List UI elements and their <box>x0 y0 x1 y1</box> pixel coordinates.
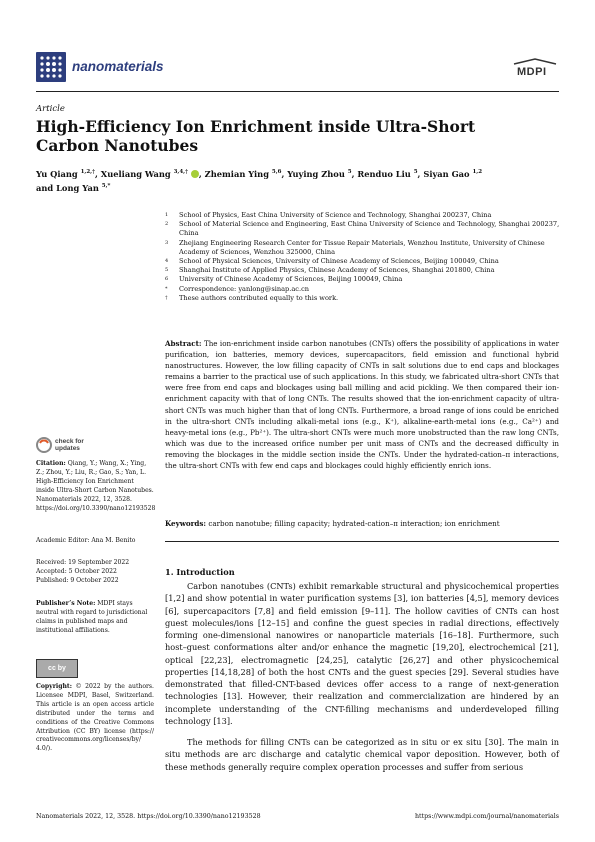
published-date: Published: 9 October 2022 <box>36 577 119 584</box>
affiliation-number: 1 <box>165 212 169 218</box>
academic-editor: Academic Editor: Ana M. Benito <box>36 537 136 544</box>
affiliation-item <box>165 239 565 257</box>
accepted-date: Accepted: 5 October 2022 <box>36 568 117 575</box>
affiliation-item <box>165 275 565 284</box>
page-footer <box>36 813 559 820</box>
affiliation-text: Correspondence: yanlong@sinap.ac.cn <box>179 284 310 293</box>
affiliation-item <box>165 294 565 303</box>
journal-name: nanomaterials <box>72 59 164 74</box>
check-updates-label: check for updates <box>55 438 84 452</box>
copyright-label: Copyright: <box>36 683 72 690</box>
authors-line-2: and Long Yan $^{5,*}$ <box>36 183 111 194</box>
check-updates-icon <box>36 437 52 453</box>
keywords-label: Keywords: <box>165 519 207 528</box>
footer-citation: Nanomaterials 2022, 12, 3528. https://doi.org/10.3390/nano12193528 <box>36 813 261 820</box>
affiliation-text: University of Chinese Academy of Sciences, Beijing 100049, China <box>179 275 403 284</box>
article-title: High-Efficiency Ion Enrichment inside Ultra-Short Carbon Nanotubes <box>36 117 476 155</box>
abstract-label: Abstract: <box>165 339 202 348</box>
keywords <box>165 518 559 529</box>
affiliation-number: 2 <box>165 221 169 228</box>
affiliation-text: These authors contributed equally to this work. <box>179 293 339 302</box>
abstract-text: The ion-enrichment inside carbon nanotubes (CNTs) offers the possibility of applications in water purification, ion batteries, memory devices, supercapacitors, field emission and functional hybrid nanostructures. However, the low filling capacity of CNTs in salt solutions due to end caps and blockages remains a barrier to the practical use of such applications. In this study, we fabricated ultra-short CNTs that were free from end caps and blockages using ball milling and acid pickling. We then compared their ion-enrichment capacity with that of long CNTs. The results showed that the ion-enrichment capacity of ultra-short CNTs was much higher than that of long CNTs. Furthermore, a broad range of ions could be enriched in the ultra-short CNTs including alkali-metal ions (e.g., K⁺), alkaline-earth-metal ions (e.g., Ca²⁺) and heavy-metal ions (e.g., Pb²⁺). The ultra-short CNTs were much more unobstructed than the raw long CNTs, which was due to the increased orifice number per unit mass of CNTs and the decreased difficulty in removing the blockages in the middle section inside the CNTs. Under the hydrated-cation–π interactions, the ultra-short CNTs with few end caps and blockages could highly efficiently enrich ions. <box>165 339 559 471</box>
affiliation-item <box>165 266 565 275</box>
affiliations <box>165 211 565 303</box>
affiliation-number: † <box>165 294 168 301</box>
section-heading: 1. Introduction <box>165 567 235 577</box>
publisher-note-text: MDPI stays neutral with regard to jurisdictional claims in published maps and institutional affiliations. <box>36 600 148 634</box>
affiliation-item <box>165 220 565 238</box>
author-list <box>36 166 566 195</box>
affiliation-text: Shanghai Institute of Applied Physics, Chinese Academy of Sciences, Shanghai 201800, China <box>179 266 495 275</box>
copyright-text: © 2022 by the authors. Licensee MDPI, Basel, Switzerland. This article is an open access article distributed under the terms and conditions of the Creative Commons Attribution (CC BY) license (https:// creativecommons.org/licenses/by/ 4.0/). <box>36 683 154 753</box>
affiliation-number: 5 <box>165 267 169 274</box>
intro-paragraph-2: The methods for filling CNTs can be categorized as in situ or ex situ [30]. The main in situ methods are arc discharge and catalytic chemical vapor deposition. However, both of these methods generally require complex operation processes and suffer from serious <box>165 737 559 772</box>
received-date: Received: 19 September 2022 <box>36 559 130 566</box>
abstract-rule <box>165 541 559 542</box>
cc-by-license-icon[interactable]: cc by <box>36 659 78 678</box>
header-rule <box>36 91 559 92</box>
citation-label: Citation: <box>36 460 66 467</box>
journal-logo-icon <box>36 52 66 82</box>
affiliation-item <box>165 211 565 220</box>
citation-block <box>36 460 154 513</box>
affiliation-text: School of Material Science and Engineering, East China University of Science and Technology, Shanghai 200237, China <box>179 220 560 238</box>
publisher-note <box>36 600 154 636</box>
affiliation-text: School of Physics, East China University of Science and Technology, Shanghai 200237, China <box>179 211 492 219</box>
authors-line-1: Yu Qiang $^{1,2,\dagger}$, Xueliang Wang $^{3,4,\dagger}$ , Zhemian Ying $^{5,6}$, Yuying Zhou $^5$, Renduo Liu $^5$, Siyan Gao $^{1,2}$ <box>36 168 483 179</box>
affiliation-number: 6 <box>165 276 169 283</box>
publisher-name: MDPI <box>517 66 547 78</box>
affiliation-text: Zhejiang Engineering Research Center for Tissue Repair Materials, Wenzhou Institute, University of Chinese Academy of Sciences, Wenzhou 325000, China <box>179 238 545 256</box>
keywords-text: carbon nanotube; filling capacity; hydrated-cation–π interaction; ion enrichment <box>208 519 500 528</box>
citation-text: Qiang, Y.; Wang, X.; Ying, Z.; Zhou, Y.; Liu, R.; Gao, S.; Yan, L. High-Efficiency Ion Enrichment inside Ultra-Short Carbon Nanotubes. Nanomaterials 2022, 12, 3528. https://doi.org/10.3390/nano12193528 <box>36 460 156 512</box>
orcid-icon[interactable] <box>191 170 199 178</box>
copyright-block <box>36 683 154 754</box>
publisher-note-label: Publisher’s Note: <box>36 600 96 607</box>
affiliation-item <box>165 285 565 294</box>
article-type: Article <box>36 104 65 114</box>
intro-paragraph-1: Carbon nanotubes (CNTs) exhibit remarkable structural and physicochemical properties [1,2] and show potential in water purification systems [3], ion batteries [4,5], memory devices [6], supercapacitors [7,8] and field emission [9–11]. The hollow cavities of CNTs can host guest molecules/ions [12–15] and confine the guest species in radial directions, effectively forming one-dimensional nanowires or nanoparticle materials [16–18]. Furthermore, such host–guest conformations alter and/or enhance the magnetic [19,20], electrochemical [21], optical [22,23], electromagnetic [24,25], catalytic [26,27] and other physicochemical properties [14,18,28] of both the host CNTs and the guest species [29]. Several studies have demonstrated that filled-CNT-based devices offer access to a range of next-generation technologies [13]. However, their realization and commercialization are hindered by an incomplete understanding of the CNT-filling mechanisms and underdeveloped filling technology [13]. <box>165 581 559 726</box>
affiliation-item <box>165 257 565 266</box>
affiliation-text: School of Physical Sciences, University of Chinese Academy of Sciences, Beijing 100049, China <box>179 257 499 266</box>
affiliation-number: 4 <box>165 258 169 265</box>
affiliation-number: 3 <box>165 239 169 246</box>
abstract <box>165 338 559 471</box>
footer-journal-url[interactable]: https://www.mdpi.com/journal/nanomaterials <box>414 813 559 820</box>
check-for-updates-badge[interactable] <box>36 437 87 453</box>
affiliation-number: * <box>165 285 168 292</box>
